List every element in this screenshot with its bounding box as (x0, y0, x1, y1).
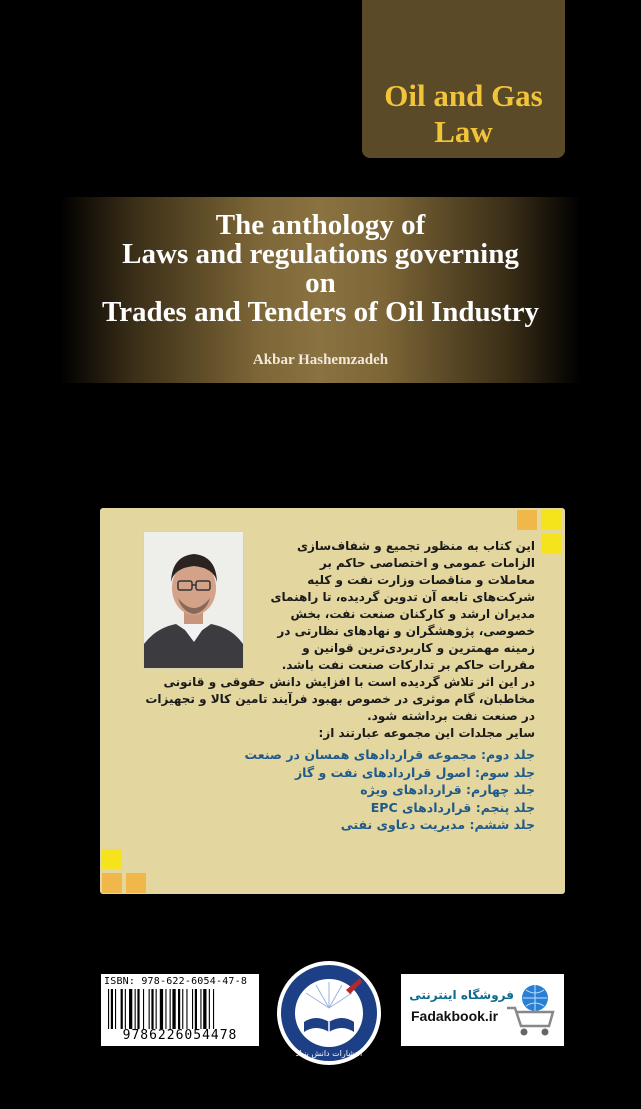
publisher-logo (276, 960, 382, 1066)
barcode-bars (108, 989, 253, 1029)
deco-square (541, 534, 561, 554)
book-title-line: The anthology of (215, 209, 426, 241)
series-tab (362, 0, 565, 158)
deco-square (126, 873, 146, 893)
book-title-line: Laws and regulations governing (122, 238, 519, 270)
volume-item: جلد دوم: مجموعه قراردادهای همسان در صنعت (244, 747, 535, 762)
series-title-line1: Oil and Gas (384, 78, 543, 113)
volume-item: جلد سوم: اصول قراردادهای نفت و گاز (294, 764, 535, 780)
description-paragraph: در این اثر تلاش گردیده است با افزایش دانش حقوقی و قانونی مخاطبان، گام موثری در خصوص بهبود فرآیند تامین کالا و تجهیزات در صنعت نفت برداشته شود. (145, 675, 535, 723)
isbn-text: ISBN: 978-622-6054-47-8 (104, 976, 248, 987)
publisher-name: انتشارات دانش بنیاد (295, 1049, 363, 1058)
description-panel (100, 508, 565, 894)
shopping-cart-globe-icon (501, 980, 559, 1040)
series-title-line2: Law (434, 114, 493, 149)
store-url: Fadakbook.ir (411, 1008, 499, 1024)
deco-square (102, 849, 122, 869)
volumes-list (130, 746, 535, 834)
title-band (60, 197, 581, 383)
deco-square (102, 873, 122, 893)
deco-square (541, 510, 561, 530)
barcode-digits: 9786226054478 (122, 1028, 238, 1043)
book-title (60, 211, 581, 327)
description-paragraph: سایر مجلدات این مجموعه عبارتند از: (318, 726, 535, 740)
volume-item: جلد ششم: مدیریت دعاوی نفتی (340, 817, 535, 832)
description-text (130, 538, 535, 742)
store-box (401, 974, 564, 1046)
deco-square (517, 510, 537, 530)
book-title-line: Trades and Tenders of Oil Industry (102, 296, 539, 328)
author-name: Akbar Hashemzadeh (252, 352, 389, 368)
description-paragraph: این کتاب به منظور تجمیع و شفاف‌سازی الزامات عمومی و اختصاصی حاکم بر معاملات و مناقصات وزارت نفت و کلیه شرکت‌های تابعه آن تدوین گردیده، تا راهنمای مدیران ارشد و کارکنان صنعت نفت، بخش خصوصی، پژوهشگران و نهادهای نظارتی در زمینه مهمترین و کاربردی‌ترین قوانین و مقررات حاکم بر تدارکات صنعت نفت باشد. (270, 539, 535, 672)
series-title (362, 78, 565, 150)
volume-item: جلد چهارم: قراردادهای ویژه (360, 782, 535, 797)
volume-item: جلد پنجم: قراردادهای EPC (370, 799, 535, 815)
barcode-box (101, 974, 259, 1046)
book-title-line: on (305, 267, 336, 299)
store-name: فروشگاه اینترنتی (409, 988, 514, 1002)
